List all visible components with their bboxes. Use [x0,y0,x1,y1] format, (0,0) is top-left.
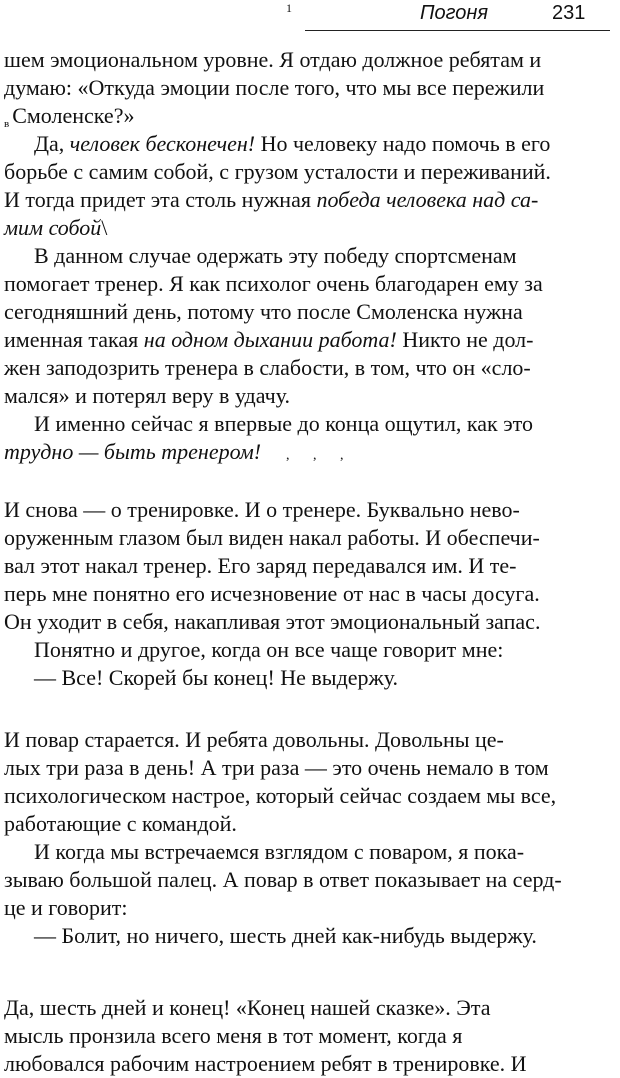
text-line [4,214,107,242]
text-line [34,410,533,438]
text-segment: лых три раза в день! А три раза — это очень немало в том [4,755,549,780]
text-segment: думаю: «Откуда эмоции после того, что мы все пережили [4,75,545,100]
text-line [34,922,537,950]
text-line [4,74,544,102]
text-line [4,298,523,326]
text-line [4,354,531,382]
text-segment: борьбе с самим собой, с грузом усталости и переживаний. [4,159,551,184]
italic-phrase: трудно — быть тренером! [4,439,262,464]
text-segment: Да, шесть дней и конец! «Конец нашей сказке». Эта [4,995,491,1020]
text-line [4,102,134,130]
text-line [4,810,237,838]
text-line [34,838,524,866]
text-segment: И тогда придет эта столь нужная [4,187,317,212]
italic-phrase: на одном дыхании работа! [143,327,397,352]
text-line [34,636,503,664]
text-line [4,46,541,74]
text-segment: психологическом настрое, который сейчас создаем мы все, [4,783,557,808]
text-line [34,242,517,270]
text-segment: це и говорит: [4,895,128,920]
text-segment: — Болит, но ничего, шесть дней как-нибудь выдержу. [34,923,537,948]
text-segment: работающие с командой. [4,811,237,836]
text-segment: \ [101,215,108,240]
text-line [4,1050,527,1078]
text-segment: В данном случае одержать эту победу спортсменам [34,243,517,268]
header-mark: 1 [286,1,292,15]
text-line [4,726,504,754]
text-line [4,524,540,552]
italic-phrase: мим собой [4,215,102,240]
page-number: 231 [552,2,586,24]
text-line [34,664,398,692]
text-line [4,782,556,810]
header-title: Погоня [420,2,489,24]
text-segment: И повар старается. И ребята довольны. Довольны це- [4,727,504,752]
text-line [4,186,538,214]
italic-phrase: победа человека над са- [316,187,539,212]
text-segment: мался» и потерял веру в удачу. [4,383,290,408]
text-segment: перь мне понятно его исчезновение от нас в часы досуга. [4,581,540,606]
text-line [4,326,533,354]
text-segment: вал этот накал тренер. Его заряд передавался им. И те- [4,553,517,578]
text-line [4,866,562,894]
text-segment: сегодняшний день, потому что после Смоленска нужна [4,299,523,324]
text-segment: зываю большой палец. А повар в ответ показывает на серд- [4,867,562,892]
text-line [4,552,517,580]
text-segment: Но человеку надо помочь в его [255,131,551,156]
text-segment: И именно сейчас я впервые до конца ощутил, как это [34,411,533,436]
text-line [4,1022,462,1050]
text-line [4,382,290,410]
text-line [4,608,540,636]
text-segment: Он уходит в себя, накапливая этот эмоциональный запас. [4,609,541,634]
text-segment: помогает тренер. Я как психолог очень благодарен ему за [4,271,543,296]
text-segment: И снова — о тренировке. И о тренере. Буквально нево- [4,497,520,522]
text-segment: шем эмоциональном уровне. Я отдаю должное ребятам и [4,47,542,72]
text-segment: жен заподозрить тренера в слабости, в том, что он «сло- [4,355,531,380]
text-segment: любовался рабочим настроением ребят в тренировке. И [4,1051,527,1076]
text-line [4,994,490,1022]
text-line [4,754,549,782]
text-segment: — Все! Скорей бы конец! Не выдержу. [34,665,399,690]
text-segment: Понятно и другое, когда он все чаще говорит мне: [34,637,504,662]
running-header [0,0,620,36]
text-line [4,894,128,922]
text-segment: Да, [34,131,70,156]
text-segment: Никто не дол- [396,327,534,352]
text-line [34,130,550,158]
text-line [4,270,543,298]
text-segment: Смоленске?» [12,103,135,128]
text-line [4,580,540,608]
section-separator: , , , [286,448,354,463]
text-segment: мысль пронзила всего меня в тот момент, когда я [4,1023,463,1048]
header-rule [305,30,610,31]
italic-phrase: человек бесконечен! [69,131,256,156]
text-segment: в [4,118,10,130]
text-line [4,438,261,466]
text-segment: именная такая [4,327,144,352]
text-line [4,158,551,186]
text-segment: оруженным глазом был виден накал работы. И обеспечи- [4,525,540,550]
text-line [4,496,520,524]
text-segment: И когда мы встречаемся взглядом с поваром, я пока- [34,839,525,864]
